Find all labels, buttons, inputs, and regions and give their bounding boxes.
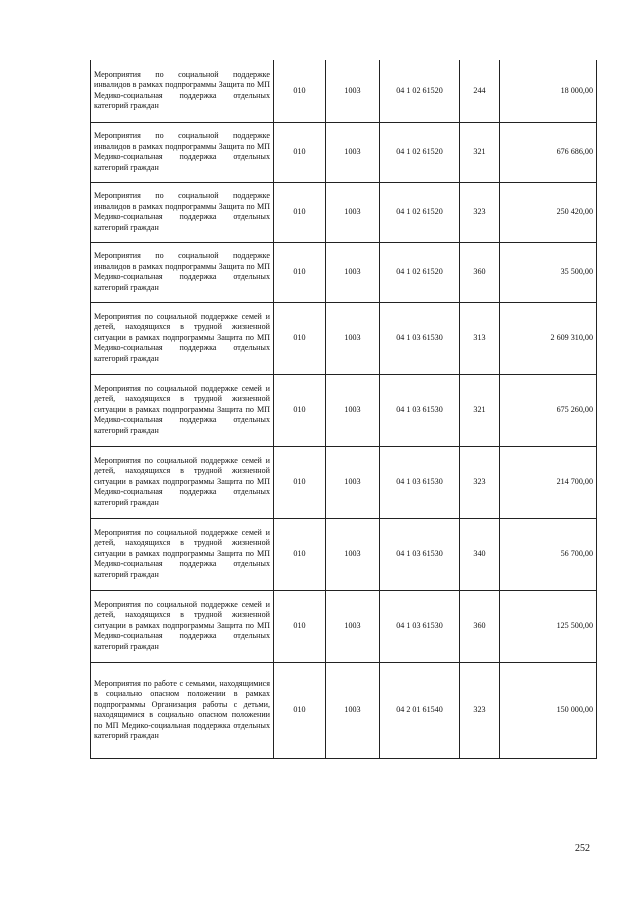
- row-subsection-code: 1003: [326, 122, 380, 182]
- table-row: [91, 446, 597, 518]
- row-expense-type: 313: [460, 302, 500, 374]
- row-expense-type: 360: [460, 242, 500, 302]
- row-amount: 150 000,00: [500, 662, 597, 758]
- row-amount: 250 420,00: [500, 182, 597, 242]
- row-expense-type: 340: [460, 518, 500, 590]
- row-expense-type: 323: [460, 662, 500, 758]
- page-number: 252: [575, 843, 590, 854]
- row-amount: 125 500,00: [500, 590, 597, 662]
- row-subsection-code: 1003: [326, 518, 380, 590]
- row-subsection-code: 1003: [326, 446, 380, 518]
- table-row: [91, 518, 597, 590]
- row-amount: 676 686,00: [500, 122, 597, 182]
- row-description: Мероприятия по социальной поддержке семей и детей, находящихся в трудной жизненной ситуации в рамках подпрограммы Защита по МП Медико-социальная поддержка отдельных категорий граждан: [91, 374, 274, 446]
- row-target-code: 04 1 03 61530: [380, 446, 460, 518]
- row-description: Мероприятия по социальной поддержке инвалидов в рамках подпрограммы Защита по МП Медико-социальная поддержка отдельных категорий граждан: [91, 60, 274, 122]
- row-subsection-code: 1003: [326, 242, 380, 302]
- row-description: Мероприятия по социальной поддержке инвалидов в рамках подпрограммы Защита по МП Медико-социальная поддержка отдельных категорий граждан: [91, 242, 274, 302]
- row-section-code: 010: [274, 374, 326, 446]
- row-description: Мероприятия по социальной поддержке семей и детей, находящихся в трудной жизненной ситуации в рамках подпрограммы Защита по МП Медико-социальная поддержка отдельных категорий граждан: [91, 518, 274, 590]
- row-section-code: 010: [274, 446, 326, 518]
- row-subsection-code: 1003: [326, 590, 380, 662]
- row-target-code: 04 2 01 61540: [380, 662, 460, 758]
- row-amount: 18 000,00: [500, 60, 597, 122]
- row-target-code: 04 1 02 61520: [380, 242, 460, 302]
- table-row: [91, 60, 597, 122]
- table-row: [91, 242, 597, 302]
- row-section-code: 010: [274, 60, 326, 122]
- table-row: [91, 302, 597, 374]
- table-row: [91, 590, 597, 662]
- row-expense-type: 323: [460, 446, 500, 518]
- budget-table: [90, 60, 597, 759]
- row-amount: 214 700,00: [500, 446, 597, 518]
- row-description: Мероприятия по социальной поддержке семей и детей, находящихся в трудной жизненной ситуации в рамках подпрограммы Защита по МП Медико-социальная поддержка отдельных категорий граждан: [91, 446, 274, 518]
- row-section-code: 010: [274, 590, 326, 662]
- row-section-code: 010: [274, 518, 326, 590]
- row-subsection-code: 1003: [326, 374, 380, 446]
- row-expense-type: 323: [460, 182, 500, 242]
- row-subsection-code: 1003: [326, 182, 380, 242]
- row-section-code: 010: [274, 182, 326, 242]
- row-expense-type: 360: [460, 590, 500, 662]
- row-section-code: 010: [274, 302, 326, 374]
- budget-table-body: [91, 60, 597, 758]
- row-expense-type: 321: [460, 374, 500, 446]
- table-row: [91, 182, 597, 242]
- row-expense-type: 321: [460, 122, 500, 182]
- row-target-code: 04 1 03 61530: [380, 590, 460, 662]
- row-description: Мероприятия по социальной поддержке семей и детей, находящихся в трудной жизненной ситуации в рамках подпрограммы Защита по МП Медико-социальная поддержка отдельных категорий граждан: [91, 302, 274, 374]
- row-subsection-code: 1003: [326, 302, 380, 374]
- row-target-code: 04 1 02 61520: [380, 60, 460, 122]
- row-description: Мероприятия по социальной поддержке инвалидов в рамках подпрограммы Защита по МП Медико-социальная поддержка отдельных категорий граждан: [91, 122, 274, 182]
- row-subsection-code: 1003: [326, 662, 380, 758]
- row-subsection-code: 1003: [326, 60, 380, 122]
- row-section-code: 010: [274, 122, 326, 182]
- row-target-code: 04 1 02 61520: [380, 122, 460, 182]
- row-expense-type: 244: [460, 60, 500, 122]
- row-amount: 56 700,00: [500, 518, 597, 590]
- table-row: [91, 374, 597, 446]
- table-row: [91, 122, 597, 182]
- row-description: Мероприятия по социальной поддержке семей и детей, находящихся в трудной жизненной ситуации в рамках подпрограммы Защита по МП Медико-социальная поддержка отдельных категорий граждан: [91, 590, 274, 662]
- row-target-code: 04 1 03 61530: [380, 374, 460, 446]
- row-description: Мероприятия по социальной поддержке инвалидов в рамках подпрограммы Защита по МП Медико-социальная поддержка отдельных категорий граждан: [91, 182, 274, 242]
- row-target-code: 04 1 02 61520: [380, 182, 460, 242]
- row-amount: 675 260,00: [500, 374, 597, 446]
- row-description: Мероприятия по работе с семьями, находящимися в социально опасном положении в рамках подпрограммы Организация работы с детьми, находящимися в социально опасном положении по МП Медико-социальная поддержка отдельных категорий граждан: [91, 662, 274, 758]
- table-row: [91, 662, 597, 758]
- row-target-code: 04 1 03 61530: [380, 302, 460, 374]
- row-amount: 2 609 310,00: [500, 302, 597, 374]
- row-section-code: 010: [274, 242, 326, 302]
- row-amount: 35 500,00: [500, 242, 597, 302]
- row-section-code: 010: [274, 662, 326, 758]
- row-target-code: 04 1 03 61530: [380, 518, 460, 590]
